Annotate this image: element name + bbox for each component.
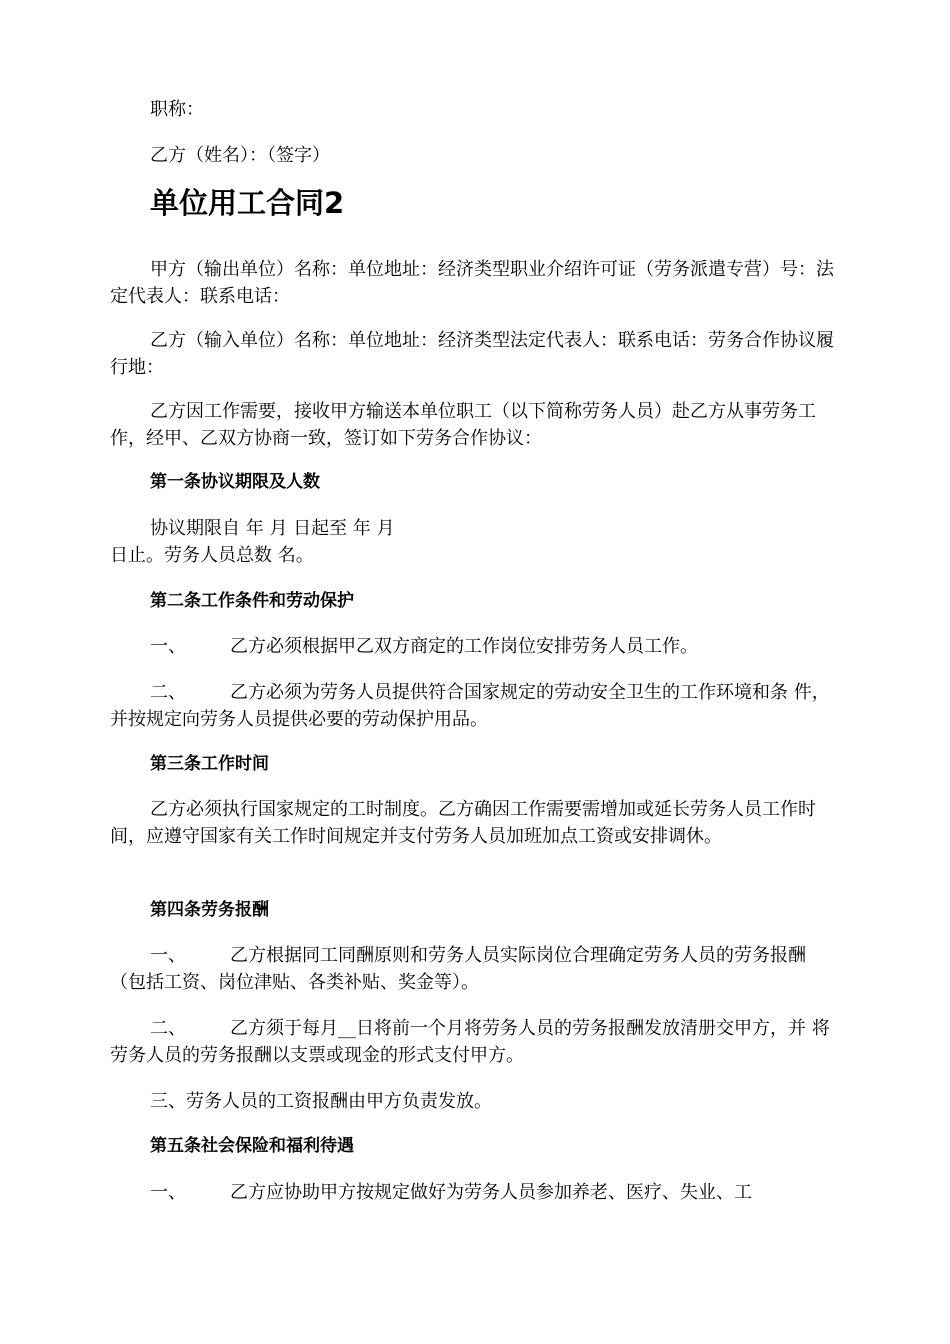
clause-number: 一、 [150,636,186,657]
intro-paragraph: 乙方因工作需要，接收甲方输送本单位职工（以下简称劳务人员）赴乙方从事劳务工作，经甲、乙双方协商一致，签订如下劳务合作协议： [110,401,816,449]
article-3-title: 第三条工作时间 [150,754,269,774]
clause-text: 乙方必须为劳务人员提供符合国家规定的劳动安全卫生的工作环境和条 件，并按规定向劳务人员提供必要的劳动保护用品。 [110,682,830,730]
clause-text: 乙方须于每月__日将前一个月将劳务人员的劳务报酬发放清册交甲方，并 将劳务人员的劳务报酬以支票或现金的形式支付甲方。 [110,1018,830,1066]
article-4-clause-1 [110,942,842,996]
job-title-line: 职称： [150,99,204,120]
clause-number: 二、 [150,682,186,703]
article-1-title: 第一条协议期限及人数 [150,472,320,492]
clause-number: 一、 [150,945,186,966]
article-2-clause-1 [110,633,842,660]
article-2-clause-2 [110,679,842,733]
article-2-title: 第二条工作条件和劳动保护 [150,591,354,611]
article-1-line-1: 协议期限自 年 月 日起至 年 月 [150,518,395,539]
article-3-paragraph: 乙方必须执行国家规定的工时制度。乙方确因工作需要需增加或延长劳务人员工作时间，应遵守国家有关工作时间规定并支付劳务人员加班加点工资或安排调休。 [110,799,816,847]
party-b-signature-line: 乙方（姓名）：（签字） [150,145,330,166]
article-5-title: 第五条社会保险和福利待遇 [150,1136,354,1156]
article-4-title: 第四条劳务报酬 [150,900,269,920]
article-1-line-2: 日止。劳务人员总数 名。 [110,545,314,566]
clause-number: 一、 [150,1182,186,1203]
clause-text: 乙方应协助甲方按规定做好为劳务人员参加养老、医疗、失业、工 [230,1182,752,1203]
contract-heading: 单位用工合同2 [150,186,345,220]
clause-text: 乙方根据同工同酬原则和劳务人员实际岗位合理确定劳务人员的劳务报酬 （包括工资、岗位津贴、各类补贴、奖金等）。 [110,945,806,993]
clause-number: 二、 [150,1018,186,1039]
article-5-clause-1 [110,1179,842,1206]
clause-text: 乙方必须根据甲乙双方商定的工作岗位安排劳务人员工作。 [230,636,698,657]
party-a-paragraph: 甲方（输出单位）名称：单位地址：经济类型职业介绍许可证（劳务派遣专营）号：法定代表人：联系电话： [110,259,834,307]
article-4-clause-2 [110,1015,842,1069]
party-b-paragraph: 乙方（输入单位）名称：单位地址：经济类型法定代表人：联系电话：劳务合作协议履行地： [110,330,834,378]
article-4-clause-3: 三、劳务人员的工资报酬由甲方负责发放。 [150,1091,492,1112]
